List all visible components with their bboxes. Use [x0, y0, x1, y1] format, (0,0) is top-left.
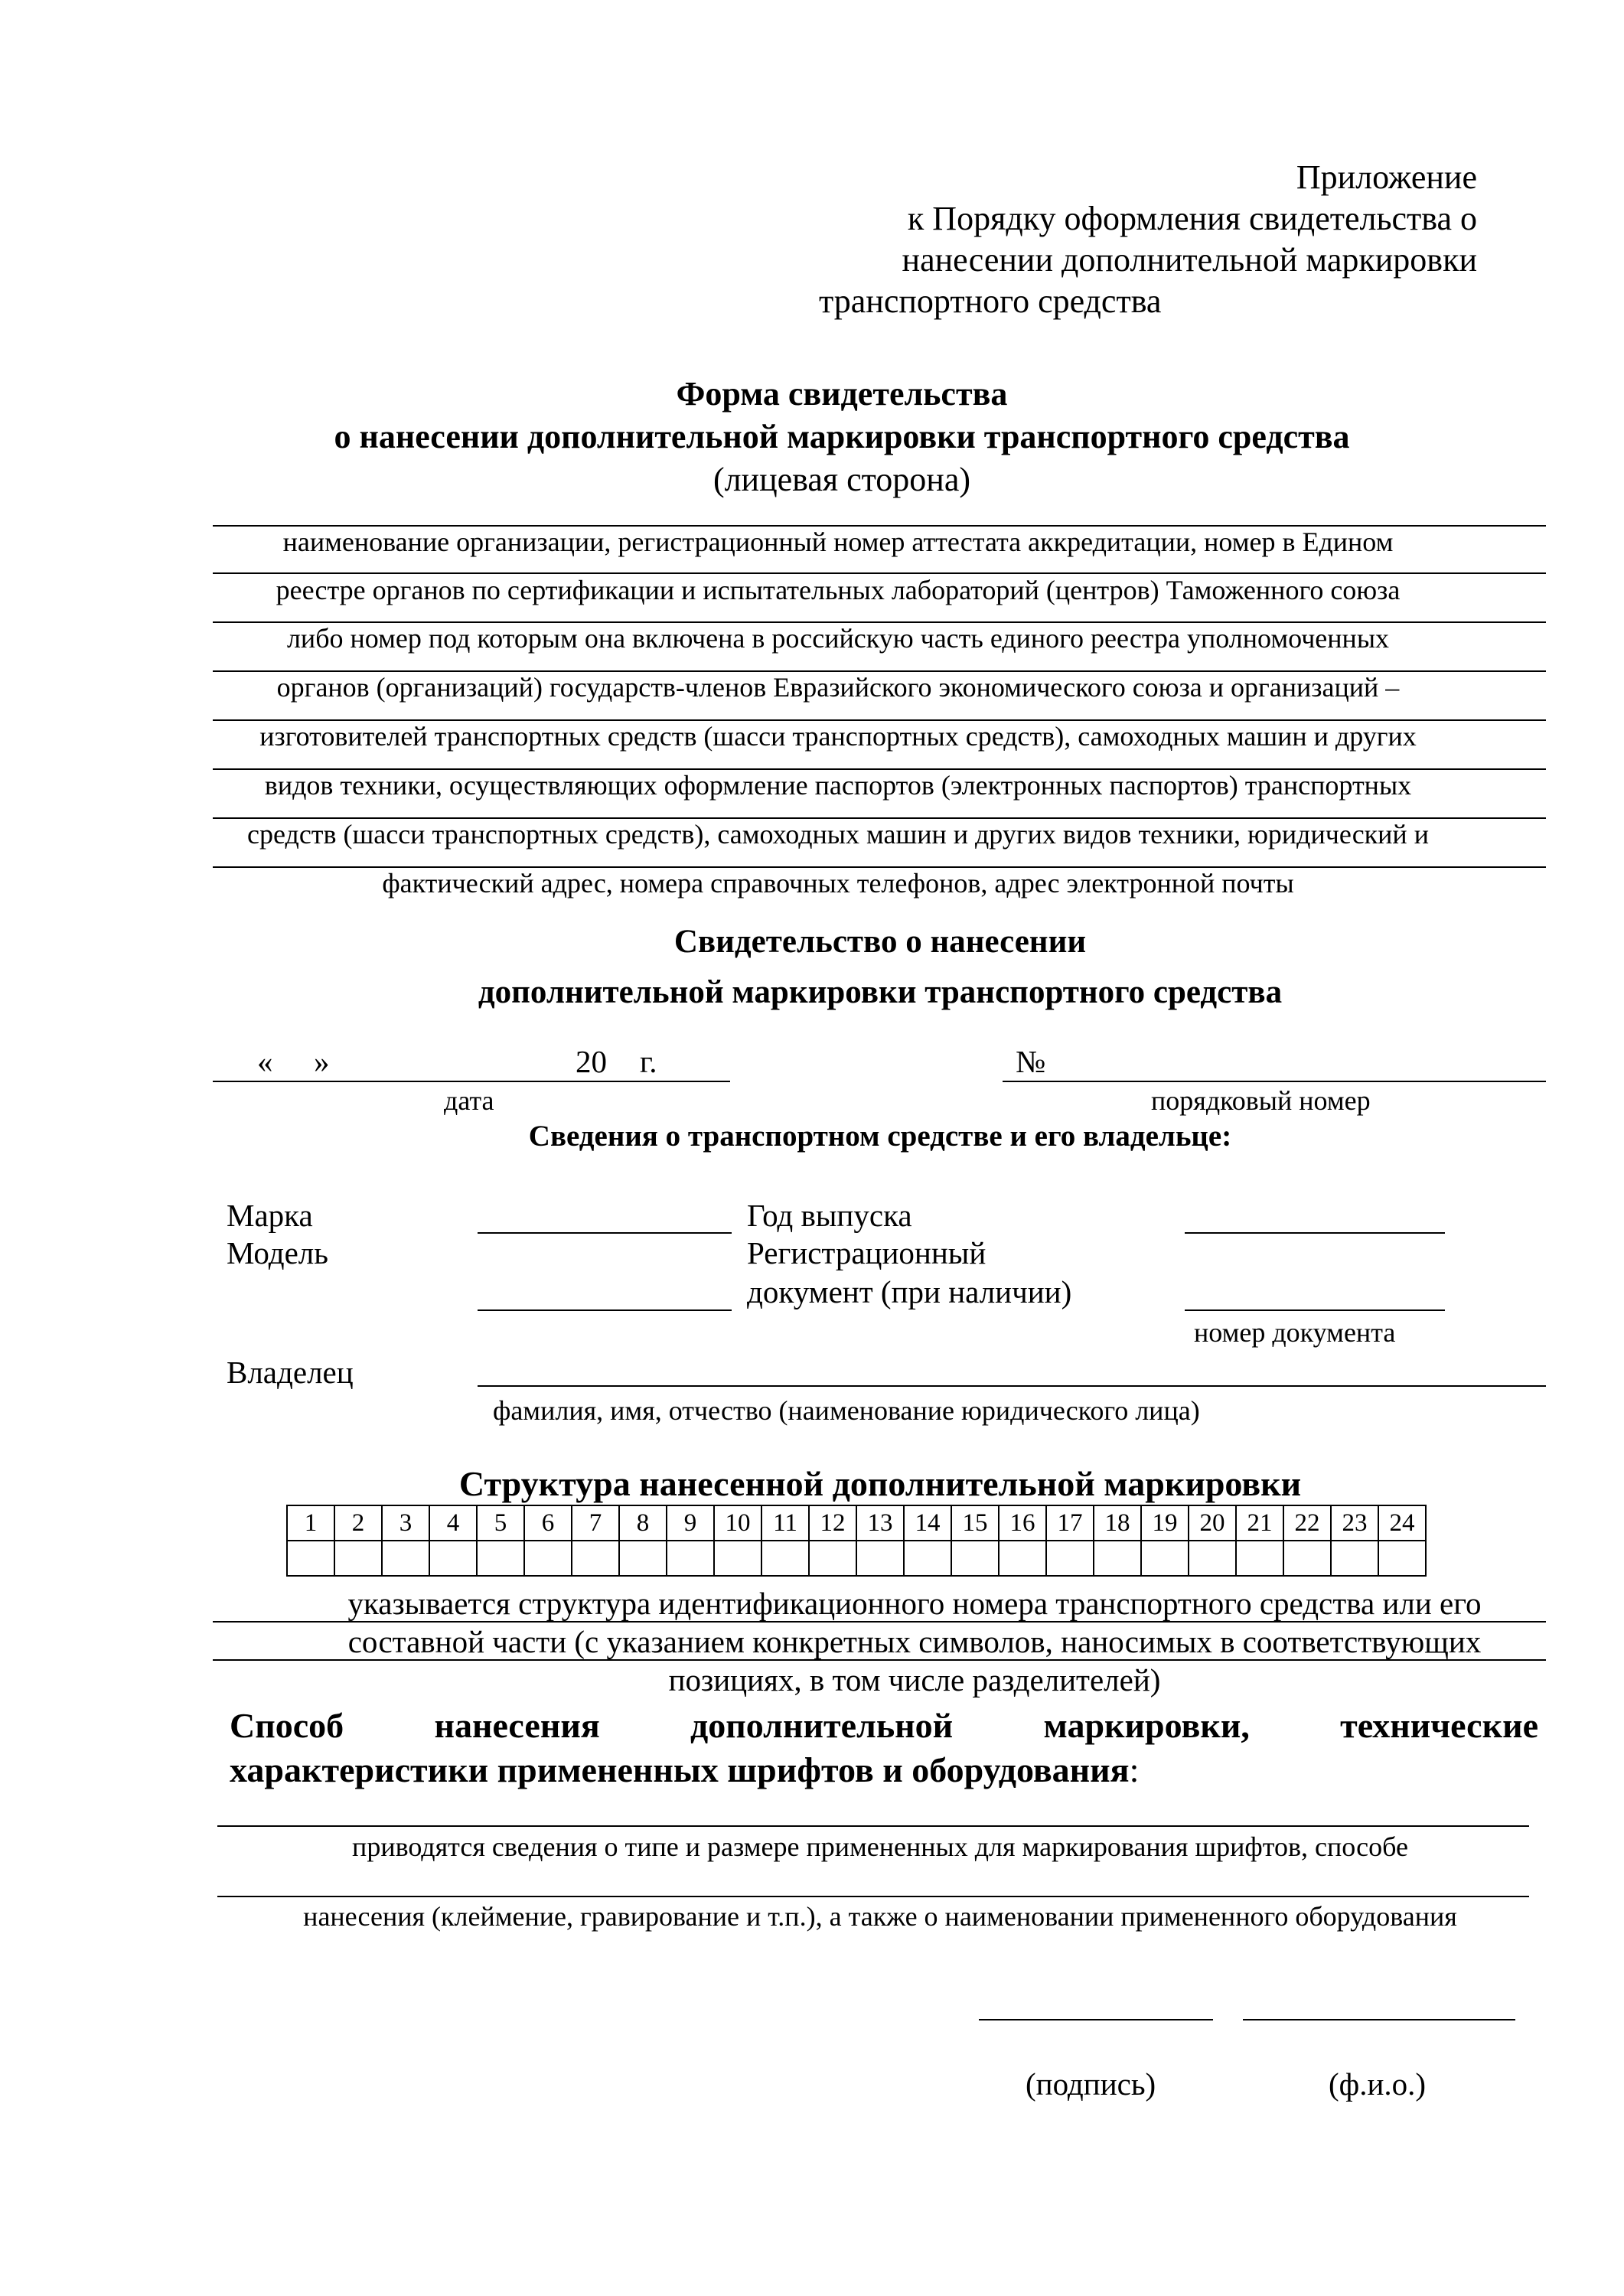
owner-hint: фамилия, имя, отчество (наименование юридического лица)	[493, 1395, 1200, 1426]
structure-line-2	[213, 1659, 1546, 1661]
model-label: Модель	[227, 1235, 328, 1270]
year-label: Год выпуска	[747, 1198, 912, 1233]
make-label: Марка	[227, 1198, 313, 1233]
position-cell: 5	[477, 1505, 524, 1541]
structure-grid-value-row	[287, 1541, 1426, 1576]
position-cell: 1	[287, 1505, 334, 1541]
regdoc-line	[1185, 1309, 1445, 1311]
date-year-suffix: г.	[640, 1044, 657, 1079]
make-line	[478, 1232, 732, 1234]
method-title-line2: характеристики примененных шрифтов и оборудования	[230, 1750, 1130, 1789]
org-hint-line: органов (организаций) государств-членов Евразийского экономического союза и организаций –	[276, 672, 1400, 703]
structure-grid-header-row	[287, 1505, 1426, 1541]
value-cell[interactable]	[572, 1541, 619, 1576]
signature-label: (подпись)	[1026, 2066, 1156, 2102]
position-cell: 24	[1378, 1505, 1426, 1541]
value-cell[interactable]	[1331, 1541, 1378, 1576]
certificate-title-line2: дополнительной маркировки транспортного средства	[478, 974, 1283, 1010]
value-cell[interactable]	[714, 1541, 761, 1576]
position-cell: 16	[999, 1505, 1046, 1541]
year-line	[1185, 1232, 1445, 1234]
value-cell[interactable]	[1378, 1541, 1426, 1576]
position-cell: 18	[1094, 1505, 1141, 1541]
position-cell: 20	[1189, 1505, 1236, 1541]
value-cell[interactable]	[429, 1541, 477, 1576]
method-title-colon: :	[1129, 1750, 1140, 1789]
docnum-label: номер документа	[1194, 1317, 1396, 1348]
date-line	[213, 1081, 730, 1082]
position-cell: 21	[1236, 1505, 1283, 1541]
value-cell[interactable]	[856, 1541, 904, 1576]
method-line-1	[217, 1825, 1529, 1827]
appendix-line: к Порядку оформления свидетельства о	[907, 200, 1477, 237]
position-cell: 23	[1331, 1505, 1378, 1541]
value-cell[interactable]	[1283, 1541, 1331, 1576]
number-sign: №	[1016, 1044, 1046, 1079]
position-cell: 10	[714, 1505, 761, 1541]
position-cell: 13	[856, 1505, 904, 1541]
value-cell[interactable]	[524, 1541, 572, 1576]
structure-grid	[286, 1505, 1427, 1577]
structure-hint-line: позициях, в том числе разделителей)	[668, 1662, 1161, 1698]
value-cell[interactable]	[1046, 1541, 1094, 1576]
position-cell: 17	[1046, 1505, 1094, 1541]
name-line	[1243, 2019, 1515, 2020]
structure-hint-line: составной части (с указанием конкретных символов, наносимых в соответствующих	[347, 1624, 1482, 1659]
structure-hint-line: указывается структура идентификационного номера транспортного средства или его	[347, 1586, 1482, 1621]
owner-line	[478, 1385, 1546, 1387]
number-line	[1003, 1081, 1546, 1082]
appendix-line: транспортного средства	[819, 282, 1162, 320]
position-cell: 3	[382, 1505, 429, 1541]
position-cell: 8	[619, 1505, 667, 1541]
structure-line-1	[213, 1621, 1546, 1623]
method-title-line1: Способ нанесения дополнительной маркировки, технические	[230, 1706, 1538, 1745]
date-quote-close: »	[314, 1044, 330, 1079]
org-hint-line: изготовителей транспортных средств (шасси транспортных средств), самоходных машин и других	[259, 721, 1417, 752]
vehicle-section-title: Сведения о транспортном средстве и его владельце:	[528, 1120, 1232, 1153]
org-hint-line: реестре органов по сертификации и испытательных лабораторий (центров) Таможенного союза	[276, 575, 1401, 605]
position-cell: 9	[667, 1505, 714, 1541]
position-cell: 19	[1141, 1505, 1189, 1541]
value-cell[interactable]	[287, 1541, 334, 1576]
structure-title: Структура нанесенной дополнительной маркировки	[458, 1464, 1302, 1503]
value-cell[interactable]	[1141, 1541, 1189, 1576]
value-cell[interactable]	[904, 1541, 951, 1576]
form-title-line3: (лицевая сторона)	[713, 461, 971, 498]
certificate-title	[230, 917, 1531, 1018]
owner-label: Владелец	[227, 1355, 354, 1390]
value-cell[interactable]	[477, 1541, 524, 1576]
value-cell[interactable]	[1189, 1541, 1236, 1576]
org-hint-line: средств (шасси транспортных средств), самоходных машин и других видов техники, юридический и	[247, 819, 1429, 850]
value-cell[interactable]	[999, 1541, 1046, 1576]
regdoc-label-2: документ (при наличии)	[747, 1274, 1072, 1309]
value-cell[interactable]	[761, 1541, 809, 1576]
org-hint-line: наименование организации, регистрационный номер аттестата аккредитации, номер в Едином	[282, 527, 1394, 557]
form-title-line1: Форма свидетельства	[676, 375, 1008, 413]
position-cell: 22	[1283, 1505, 1331, 1541]
model-line	[478, 1309, 732, 1311]
regdoc-label-1: Регистрационный	[747, 1235, 986, 1270]
name-label: (ф.и.о.)	[1329, 2066, 1427, 2102]
value-cell[interactable]	[1094, 1541, 1141, 1576]
method-title-line2-wrap	[230, 1748, 1139, 1792]
position-cell: 12	[809, 1505, 856, 1541]
appendix-line: нанесении дополнительной маркировки	[902, 241, 1477, 279]
position-cell: 11	[761, 1505, 809, 1541]
appendix-line: Приложение	[1296, 158, 1477, 196]
form-title	[191, 373, 1492, 501]
appendix-header	[765, 157, 1477, 322]
signature-line	[979, 2019, 1213, 2020]
certificate-title-line1: Свидетельство о нанесении	[673, 924, 1087, 960]
position-cell: 14	[904, 1505, 951, 1541]
value-cell[interactable]	[951, 1541, 999, 1576]
date-label: дата	[444, 1085, 494, 1116]
number-label: порядковый номер	[1151, 1085, 1371, 1116]
method-line-2	[217, 1896, 1529, 1897]
position-cell: 15	[951, 1505, 999, 1541]
form-title-line2: о нанесении дополнительной маркировки транспортного средства	[334, 418, 1350, 455]
value-cell[interactable]	[382, 1541, 429, 1576]
org-line-2	[213, 572, 1546, 574]
method-hint-2: нанесения (клеймение, гравирование и т.п.), а также о наименовании примененного оборудования	[303, 1901, 1457, 1932]
position-cell: 7	[572, 1505, 619, 1541]
position-cell: 6	[524, 1505, 572, 1541]
value-cell[interactable]	[619, 1541, 667, 1576]
org-hint-line: либо номер под которым она включена в российскую часть единого реестра уполномоченных	[286, 623, 1390, 654]
date-year-prefix: 20	[576, 1044, 607, 1079]
position-cell: 2	[334, 1505, 382, 1541]
value-cell[interactable]	[809, 1541, 856, 1576]
position-cell: 4	[429, 1505, 477, 1541]
value-cell[interactable]	[667, 1541, 714, 1576]
date-quote-open: «	[257, 1044, 273, 1079]
org-hint-line: видов техники, осуществляющих оформление паспортов (электронных паспортов) транспортных	[264, 770, 1412, 801]
value-cell[interactable]	[1236, 1541, 1283, 1576]
method-hint-1: приводятся сведения о типе и размере примененных для маркирования шрифтов, способе	[352, 1831, 1408, 1862]
org-hint-line: фактический адрес, номера справочных телефонов, адрес электронной почты	[382, 868, 1294, 899]
value-cell[interactable]	[334, 1541, 382, 1576]
